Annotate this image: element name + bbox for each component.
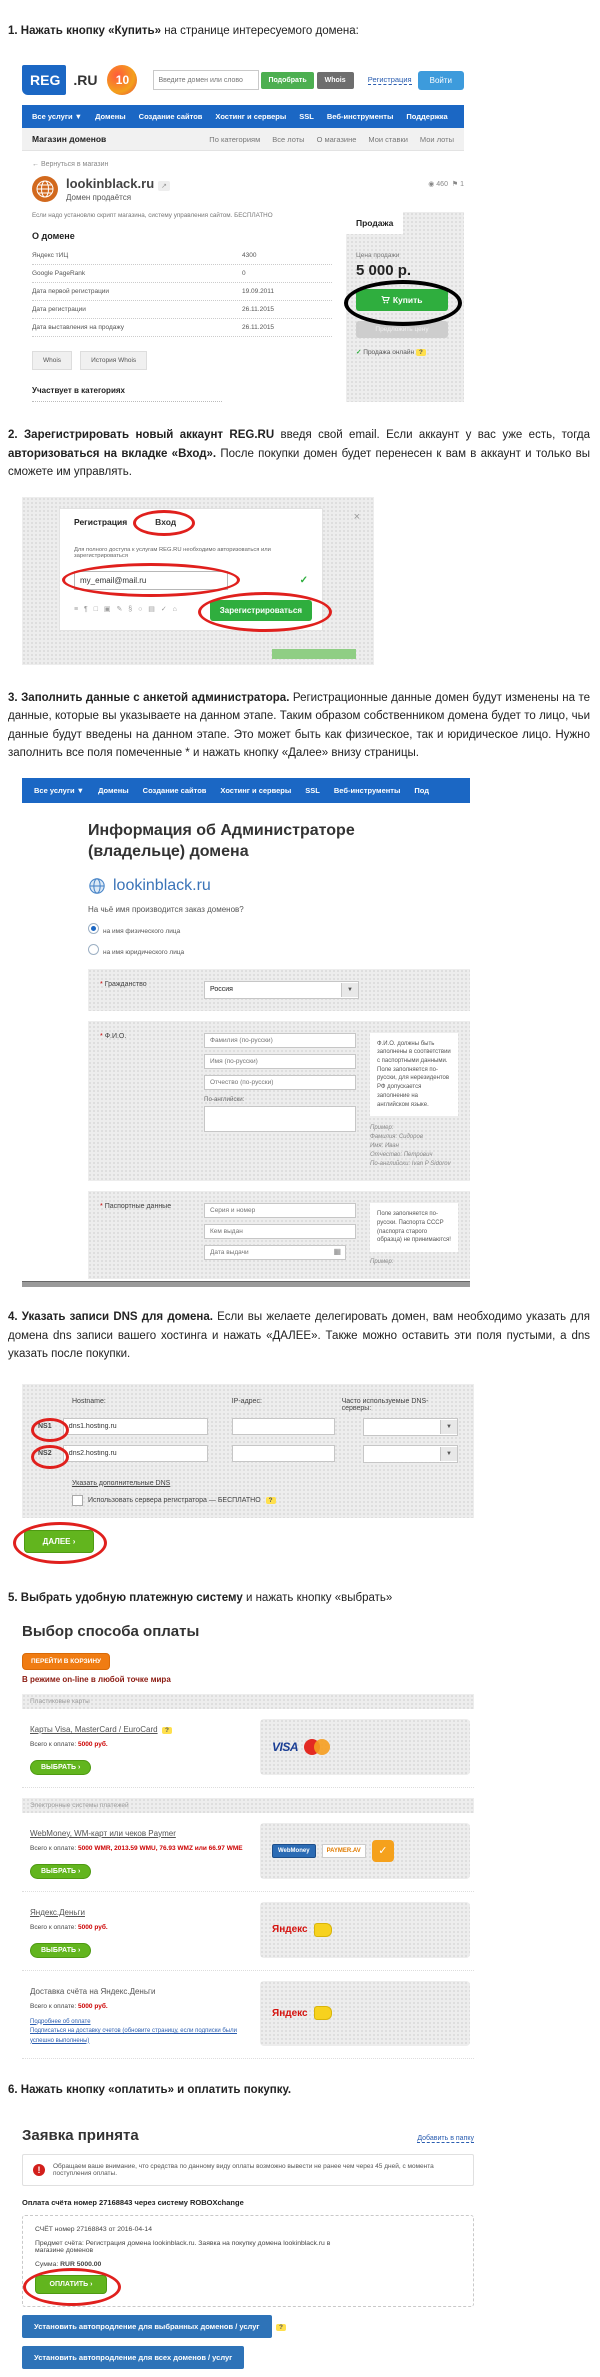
nav-hosting[interactable]: Хостинг и серверы <box>215 112 287 122</box>
email-field[interactable] <box>74 571 228 590</box>
passport-section: * Паспортные данные Серия и номер Кем выдан Дата выдачи ▦ Поле заполняется по-русски. Паспорта СССР (паспорта старого образца) не принимаются! Пример: <box>88 1191 470 1279</box>
step-3-text <box>0 679 600 767</box>
step-4-rest: Если вы желаете делегировать домен, вам необходимо указать для домена dns записи вашего хостинга и нажать «ДАЛЕЕ». Также можно оставить эти поля пустыми, а dns указать после покупки. <box>8 1311 590 1361</box>
whois-history-button[interactable]: История Whois <box>80 351 147 370</box>
login-button[interactable]: Войти <box>418 71 464 90</box>
next-button[interactable]: ДАЛЕЕ › <box>24 1530 94 1553</box>
step-6-text <box>0 2071 600 2103</box>
use-registrar-dns-label: Использовать сервера регистратора — БЕСПЛАТНО <box>88 1496 261 1504</box>
editor-toolbar-icons: ≡ ¶ □ ▣ ✎ § ○ ▤ ✓ ⌂ <box>74 606 179 614</box>
ns1-label: NS1 <box>38 1423 63 1430</box>
step-4-text <box>0 1298 600 1367</box>
shop-subnav <box>22 128 464 151</box>
payment-row-yandex-invoice <box>22 1971 474 2060</box>
screenshot-admin-form <box>22 778 470 1287</box>
section-plastic-cards: Пластиковые карты <box>22 1694 474 1709</box>
amount-value: 5000 руб. <box>78 1923 108 1931</box>
visa-logo: VISA <box>272 1739 299 1754</box>
section-e-payments: Электронные системы платежей <box>22 1798 474 1813</box>
nav-ssl[interactable]: SSL <box>305 786 320 796</box>
step-2-rest1: введя свой email. Если аккаунт у вас уже есть, тогда <box>274 429 590 442</box>
step-1-rest: на странице интересуемого домена: <box>161 24 359 37</box>
payment-row-yandex <box>22 1892 474 1971</box>
help-icon[interactable]: ? <box>416 349 426 356</box>
register-link[interactable]: Регистрация <box>367 75 412 85</box>
domain-status: Домен продаётся <box>66 193 132 203</box>
domain-globe-icon <box>32 176 58 202</box>
help-icon[interactable]: ? <box>276 2324 286 2331</box>
nav-all-services[interactable]: Все услуги ▼ <box>32 112 83 122</box>
nav-all-services[interactable]: Все услуги ▼ <box>34 786 85 796</box>
amount-value: 5000 руб. <box>78 2002 108 2010</box>
ip-column-label: IP-адрес: <box>231 1397 262 1405</box>
surname-field[interactable] <box>204 1033 356 1048</box>
amount-value: 5000 руб. <box>78 1740 108 1748</box>
fio-example-line: Пример: <box>370 1125 394 1132</box>
webmoney-title-link[interactable]: WebMoney, WM-карт или чеков Paymer <box>30 1828 176 1838</box>
use-registrar-dns-checkbox[interactable] <box>72 1495 83 1506</box>
add-to-folder-link[interactable]: Добавить в папку <box>417 2134 474 2142</box>
yandex-invoice-title: Доставка счёта на Яндекс.Деньги <box>30 1986 156 1996</box>
categories-title: Участвует в категориях <box>32 386 222 402</box>
chevron-down-icon: ▼ <box>440 1420 457 1434</box>
ns2-label: NS2 <box>38 1450 63 1457</box>
subnav-by-category[interactable]: По категориям <box>209 134 261 144</box>
online-sale-label: Продажа онлайн <box>363 349 415 357</box>
yandex-money-icon <box>314 1923 332 1937</box>
pay-button[interactable]: ОПЛАТИТЬ › <box>35 2275 107 2294</box>
amount-label: Всего к оплате: <box>30 2002 77 2010</box>
invoice-box <box>22 2215 474 2307</box>
mastercard-logo <box>304 1739 330 1755</box>
close-icon[interactable]: × <box>353 511 360 524</box>
register-submit-button[interactable]: Зарегистрироваться <box>210 600 312 621</box>
nav-hosting[interactable]: Хостинг и серверы <box>220 786 292 796</box>
check-icon: ✓ <box>356 349 362 357</box>
step-3-bold: 3. Заполнить данные с анкетой администратора. <box>8 692 290 705</box>
help-icon[interactable]: ? <box>162 1727 172 1734</box>
screenshot-register-modal <box>22 497 374 665</box>
buy-button[interactable]: Купить <box>356 289 448 311</box>
nav-site-creation[interactable]: Создание сайтов <box>142 786 207 796</box>
common-dns-column-label: Часто используемые DNS-серверы: <box>341 1397 429 1412</box>
passport-date-field[interactable] <box>204 1245 346 1260</box>
hostname-column-label: Hostname: <box>72 1397 106 1405</box>
warning-icon: ! <box>33 2164 45 2176</box>
invoice-subject: Предмет счёта: Регистрация домена lookinblack.ru. Заявка на покупку домена lookinblack.ru в магазине доменов <box>35 2239 331 2254</box>
order-accepted-heading: Заявка принята <box>22 2126 139 2144</box>
yandex-money-icon <box>314 2006 332 2020</box>
whois-info-button[interactable]: Whois <box>32 351 72 370</box>
yandex-money-title-link[interactable]: Яндекс.Деньги <box>30 1907 85 1917</box>
paymer-logo: PAYMER.AV <box>322 1844 366 1858</box>
patronymic-field[interactable] <box>204 1075 356 1090</box>
price-label: Цена продажи <box>356 252 400 260</box>
seller-promo-text: Если надо установлю скрипт магазина, систему управления сайтом. БЕСПЛАТНО <box>32 212 273 220</box>
select-webmoney-button[interactable]: ВЫБРАТЬ › <box>30 1864 91 1879</box>
domain-name: lookinblack.ru <box>113 876 211 894</box>
autorenew-all-button[interactable]: Установить автопродление для всех доменов / услуг <box>22 2346 244 2369</box>
ns2-ip-input[interactable] <box>232 1445 335 1462</box>
payment-heading: Выбор способа оплаты <box>22 1622 200 1640</box>
nav-ssl[interactable]: SSL <box>299 112 314 122</box>
cards-title-link[interactable]: Карты Visa, MasterCard / EuroCard <box>30 1724 158 1734</box>
whois-button[interactable]: Whois <box>317 72 354 89</box>
nav-webtools[interactable]: Веб-инструменты <box>326 112 394 122</box>
warning-text: Обращаем ваше внимание, что средства по данному виду оплаты возможно вывести не ранее чем через 45 дней, с момента поступления оплаты. <box>53 2162 434 2177</box>
passport-label: Паспортные данные <box>104 1203 172 1211</box>
fio-section: * Ф.И.О. Фамилия (по-русски) Имя (по-русски) Отчество (по-русски) По-английски: Ф.И.О. должны быть заполнены в соответствии с паспортными данными. Поле заполняется по-русски, для нерезидентов РФ допускается заполнение на английском языке. Пример: Фамилия: Сидоров Имя: Иван Отчество: Петрович По-английски: Ivan P Sidorov <box>88 1021 470 1182</box>
invoice-number-line: СЧЁТ номер 27168843 от 2016-04-14 <box>35 2225 152 2233</box>
table-row: Дата первой регистрации 19.09.2011 <box>32 283 332 301</box>
cart-icon <box>381 296 390 304</box>
fio-example-line: Фамилия: Сидоров <box>370 1134 423 1141</box>
screenshot-payment <box>22 1623 474 2060</box>
tab-registration[interactable]: Регистрация <box>74 517 128 528</box>
subnav-about-shop[interactable]: О магазине <box>316 134 357 144</box>
fio-example-line: По-английски: Ivan P Sidorov <box>370 1161 451 1168</box>
select-yandex-button[interactable]: ВЫБРАТЬ › <box>30 1943 91 1958</box>
english-name-field[interactable] <box>204 1106 356 1132</box>
withdraw-warning <box>22 2154 474 2186</box>
step-2-rest2: После покупки домен будет перенесен к вам в аккаунт и только вы сможете им управлять. <box>8 447 590 479</box>
nav-support[interactable]: Поддержка <box>406 112 448 122</box>
globe-icon <box>88 877 106 895</box>
step-5-bold: 5. Выбрать удобную платежную систему <box>8 1591 243 1604</box>
bids-icon: ⚑ <box>451 181 459 189</box>
step-3-rest: Регистрационные данные домен будут изменены на те данные, которые вы указываете на данном этапе. Таким образом собственником домена будет то лицо, чьи данные будут введены на данном этапе. Это может быть как физическое, так и юридическое лицо. Нужно заполнить все поля помеченные * и нажать кнопку «Далее» внизу страницы. <box>8 692 590 760</box>
main-nav <box>22 105 464 128</box>
regru-logo-suffix: .RU <box>73 72 98 89</box>
english-label: По-английски: <box>204 1095 245 1103</box>
step-5-text <box>0 1579 600 1611</box>
autorenew-selected-button[interactable]: Установить автопродление для выбранных доменов / услуг <box>22 2315 272 2338</box>
select-cards-button[interactable]: ВЫБРАТЬ › <box>30 1760 91 1775</box>
auth-note: Для полного доступа к услугам REG.RU необходимо авторизоваться или зарегистрироваться <box>74 547 271 560</box>
help-icon[interactable]: ? <box>266 1497 276 1504</box>
step-5-rest: и нажать кнопку «выбрать» <box>242 1591 393 1604</box>
ns2-hostname-input[interactable] <box>63 1445 208 1462</box>
auth-modal <box>60 509 322 630</box>
sale-panel <box>346 212 464 402</box>
radio-legal-entity-label: на имя юридического лица <box>103 948 185 956</box>
table-row: Дата регистрации 26.11.2015 <box>32 301 332 319</box>
step-1-text <box>0 12 600 44</box>
payment-details-link[interactable]: Подробнее об оплате <box>30 2018 91 2025</box>
screenshot-order-accepted <box>22 2115 474 2377</box>
step-6-bold: 6. Нажать кнопку «оплатить» и оплатить покупку. <box>8 2083 292 2096</box>
chevron-down-icon: ▼ <box>440 1447 457 1461</box>
nav-domains[interactable]: Домены <box>95 112 126 122</box>
yandex-logo: Яндекс <box>272 1924 308 1936</box>
table-row: Дата выставления на продажу 26.11.2015 <box>32 319 332 337</box>
amount-label: Всего к оплате: <box>30 1923 77 1931</box>
passport-example-label: Пример: <box>370 1258 394 1265</box>
nav-webtools[interactable]: Веб-инструменты <box>333 786 401 796</box>
step-1-bold: 1. Нажать кнопку «Купить» <box>8 24 162 37</box>
sum-label: Сумма: <box>35 2260 59 2268</box>
citizenship-select[interactable]: Россия ▼ <box>204 981 359 999</box>
add-dns-link[interactable]: Указать дополнительные DNS <box>72 1479 171 1487</box>
fio-example-line: Имя: Иван <box>370 1143 399 1150</box>
radio-individual[interactable] <box>88 923 99 934</box>
admin-form-heading: Информация об Администраторе (владельце) домена <box>88 822 355 860</box>
subnav-all-lots[interactable]: Все лоты <box>272 134 305 144</box>
external-link-icon[interactable]: ↗ <box>158 181 170 191</box>
domain-search-input[interactable] <box>153 70 259 90</box>
calendar-icon[interactable]: ▦ <box>333 1247 341 1257</box>
horizontal-scrollbar[interactable] <box>22 1281 470 1287</box>
passport-help-text: Поле заполняется по-русски. Паспорта СССР (паспорта старого образца) не принимаются! <box>370 1203 458 1252</box>
sum-value: RUR 5000.00 <box>60 2260 102 2268</box>
fio-label: Ф.И.О. <box>104 1032 127 1040</box>
online-note: В режиме on-line в любой точке мира <box>22 1674 171 1684</box>
domain-name: lookinblack.ru <box>66 176 155 192</box>
regru-logo[interactable]: REG <box>22 65 66 95</box>
firstname-field[interactable] <box>204 1054 356 1069</box>
pick-domain-button[interactable]: Подобрать <box>261 72 313 89</box>
site-header <box>22 55 464 105</box>
views-count: 460 <box>436 181 448 189</box>
verified-badge-icon: ✓ <box>372 1840 394 1862</box>
radio-legal-entity[interactable] <box>88 944 99 955</box>
background-fragment <box>272 649 356 659</box>
table-row: Яндекс тИЦ 4300 <box>32 247 332 265</box>
amount-label: Всего к оплате: <box>30 1844 77 1852</box>
citizenship-section: * Гражданство Россия ▼ <box>88 969 470 1011</box>
bids-count: 1 <box>460 181 464 189</box>
payment-row-webmoney <box>22 1813 474 1892</box>
main-nav <box>22 778 470 803</box>
ns2-common-dns-select[interactable] <box>363 1445 458 1463</box>
ns1-hostname-input[interactable] <box>63 1418 208 1435</box>
step-2-text <box>0 416 600 485</box>
nav-site-creation[interactable]: Создание сайтов <box>138 112 203 122</box>
table-row: Google PageRank 0 <box>32 265 332 283</box>
back-to-shop-link[interactable]: ← Вернуться в магазин <box>32 161 109 169</box>
valid-check-icon: ✓ <box>299 575 308 587</box>
nav-support[interactable]: Под <box>414 786 430 796</box>
amount-value: 5000 WMR, 2013.59 WMU, 76.93 WMZ или 66.97 WME <box>78 1844 243 1852</box>
invoice-payment-title: Оплата счёта номер 27168843 через систему ROBOXchange <box>22 2197 244 2207</box>
ns1-common-dns-select[interactable] <box>363 1418 458 1436</box>
subnav-my-bids[interactable]: Мои ставки <box>368 134 408 144</box>
order-name-question: На чьё имя производится заказ доменов? <box>88 904 244 914</box>
anniversary-badge-icon: 10 <box>107 65 137 95</box>
about-domain-title: О домене <box>32 231 75 242</box>
passport-number-field[interactable] <box>204 1203 356 1218</box>
nav-domains[interactable]: Домены <box>98 786 129 796</box>
subnav-my-lots[interactable]: Мои лоты <box>419 134 454 144</box>
screenshot-domain-page <box>22 55 464 402</box>
shop-title: Магазин доменов <box>32 134 107 145</box>
screenshot-dns <box>22 1384 474 1553</box>
tab-login[interactable]: Вход <box>141 509 190 535</box>
sale-tab: Продажа <box>346 212 403 234</box>
views-icon: ◉ <box>428 181 435 189</box>
passport-issued-field[interactable] <box>204 1224 356 1239</box>
offer-price-button[interactable]: Предложить цену <box>356 321 448 338</box>
step-2-bold1: 2. Зарегистрировать новый аккаунт REG.RU <box>8 429 275 442</box>
step-2-bold2: авторизоваться на вкладке «Вход». <box>8 447 217 460</box>
invoice-subscribe-link[interactable]: Подписаться на доставку счетов (обновите страницу, если подписки были успешно выполнены) <box>30 2028 237 2044</box>
citizenship-label: Гражданство <box>104 980 147 988</box>
webmoney-logo: WebMoney <box>272 1844 316 1858</box>
fio-help-text: Ф.И.О. должны быть заполнены в соответствии с паспортными данными. Поле заполняется по-русски, для нерезидентов РФ допускается заполнение на английском языке. <box>370 1033 458 1117</box>
radio-individual-label: на имя физического лица <box>103 927 181 935</box>
fio-example-line: Отчество: Петрович <box>370 1152 433 1159</box>
step-4-bold: 4. Указать записи DNS для домена. <box>8 1311 213 1324</box>
price-value: 5 000 р. <box>356 262 412 280</box>
amount-label: Всего к оплате: <box>30 1740 77 1748</box>
ns1-ip-input[interactable] <box>232 1418 335 1435</box>
go-to-cart-button[interactable]: ПЕРЕЙТИ В КОРЗИНУ <box>22 1653 110 1670</box>
payment-row-cards <box>22 1709 474 1788</box>
chevron-down-icon: ▼ <box>341 983 358 997</box>
yandex-logo: Яндекс <box>272 2007 308 2019</box>
